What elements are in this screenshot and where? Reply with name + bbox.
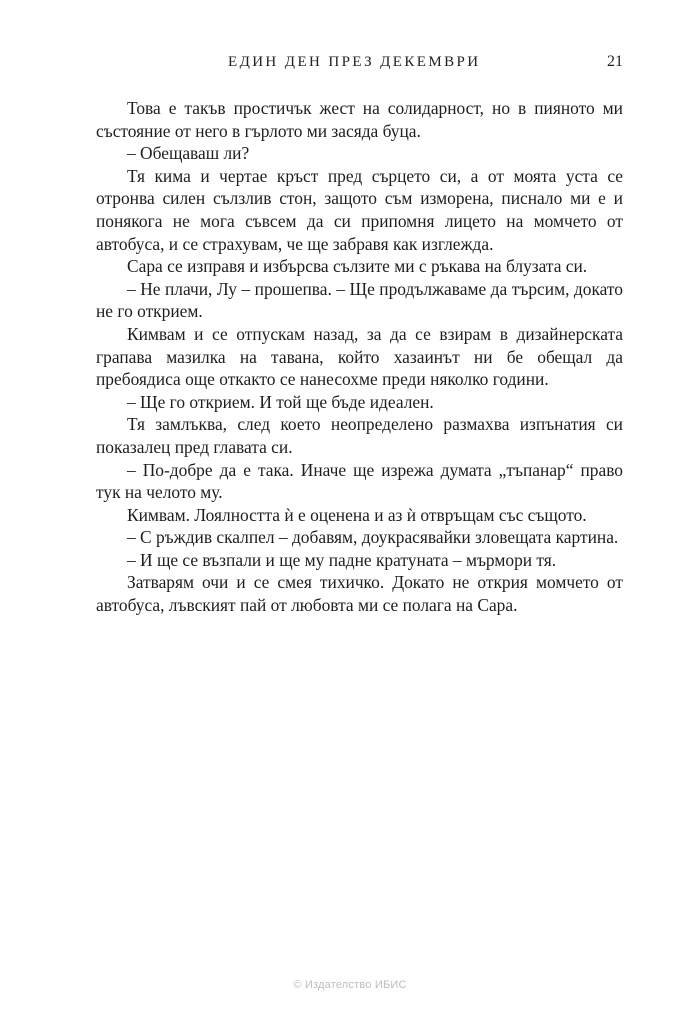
- paragraph: – Не плачи, Лу – прошепва. – Ще продължаваме да търсим, докато не го открием.: [96, 278, 623, 322]
- paragraph: – Обещаваш ли?: [127, 143, 250, 164]
- body-text: [96, 97, 623, 617]
- running-header: [96, 54, 623, 78]
- paragraph: Тя кима и чертае кръст пред сърцето си, а от моята уста се отронва силен сълзлив стон, защото съм изморена, писнало ми е и понякога не мога съвсем да си припомня лицето на момчето от автобуса, и се страхувам, че ще забравя как изглежда.: [96, 165, 623, 254]
- paragraph: Това е такъв простичък жест на солидарност, но в пияното ми състояние от него в гърлото ми засяда буца.: [96, 98, 623, 141]
- paragraph: – С ръждив скалпел – добавям, доукрасявайки зловещата картина.: [127, 527, 619, 548]
- paragraph: Затварям очи и се смея тихичко. Докато не открия момчето от автобуса, лъвският пай от любовта ми се полага на Сара.: [96, 572, 623, 616]
- publisher-watermark: © Издателство ИБИС: [293, 979, 407, 991]
- paragraph: – И ще се възпали и ще му падне кратуната – мърмори тя.: [127, 549, 557, 570]
- running-title: ЕДИН ДЕН ПРЕЗ ДЕКЕМВРИ: [228, 54, 481, 70]
- paragraph: – Ще го открием. И той ще бъде идеален.: [127, 391, 434, 412]
- paragraph: Кимвам и се отпускам назад, за да се взирам в дизайнерската грапава мазилка на тавана, който хазаинът ни бе обещал да пребоядиса още откакто се нанесохме преди няколко години.: [96, 323, 623, 390]
- paragraph: Сара се изправя и избърсва сълзите ми с ръкава на блузата си.: [127, 256, 588, 277]
- paragraph: Тя замлъква, след което неопределено размахва изпънатия си показалец пред главата си.: [96, 414, 623, 457]
- paragraph: – По-добре да е така. Иначе ще изрежа думата „тъпанар“ право тук на челото му.: [96, 459, 623, 503]
- page-number: 21: [607, 53, 623, 70]
- paragraph: Кимвам. Лоялността ѝ е оценена и аз ѝ отвръщам със същото.: [127, 504, 587, 525]
